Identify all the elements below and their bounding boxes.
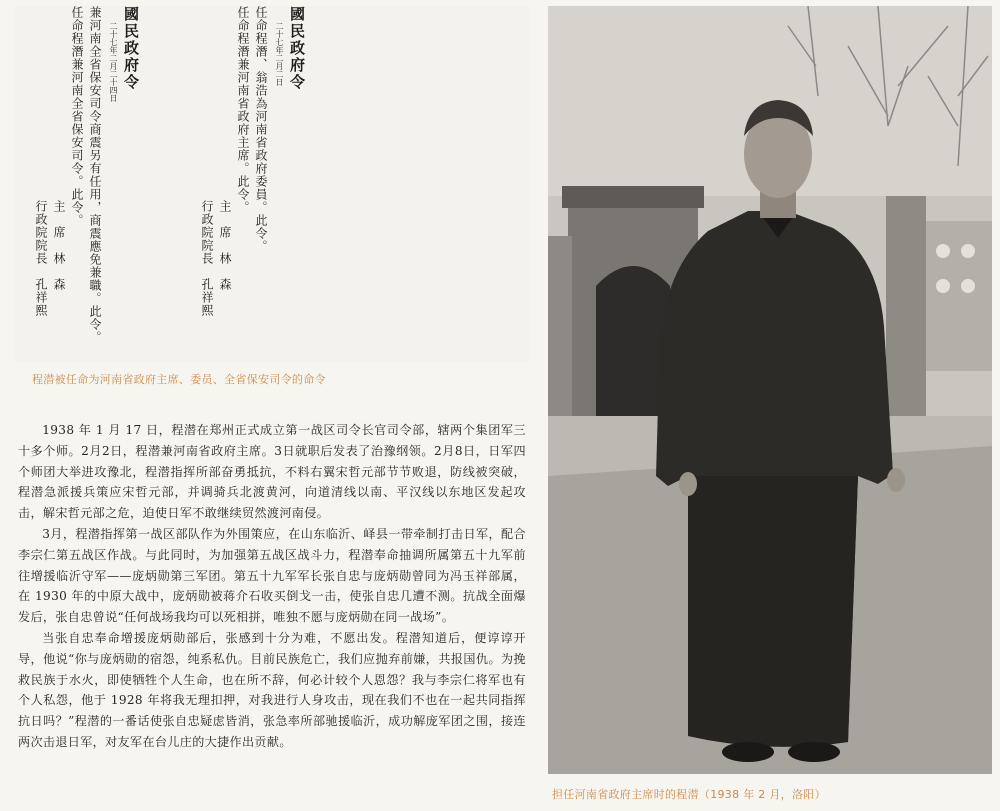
decree-signature: 主 席 林 森 (52, 200, 66, 291)
decree-caption: 程潜被任命为河南省政府主席、委员、全省保安司令的命令 (32, 373, 326, 386)
portrait-illustration (548, 6, 992, 774)
decree-heading: 國民政府令 (122, 6, 140, 91)
photo-caption: 担任河南省政府主席时的程潜（1938 年 2 月，洛阳） (552, 788, 826, 801)
decree-signature: 行政院院長 孔祥熙 (200, 200, 214, 317)
paragraph: 1938 年 1 月 17 日，程潜在郑州正式成立第一战区司令长官司令部，辖两个集团军三十多个师。2月2日，程潜兼河南省政府主席。3日就职后发表了治豫纲领。2月8日，日军四个师团大举进攻豫北，程潜指挥所部奋勇抵抗，不料右翼宋哲元部节节败退，防线被突破，程潜急派援兵策应宋哲元部，并调骑兵北渡黄河，向道清线以南、平汉线以东地区发起攻击，解宋哲元部之危，迫使日军不敢继续贸然渡河南侵。 (18, 423, 526, 521)
decree-feb-24 (34, 6, 138, 358)
portrait-photo (548, 6, 992, 774)
article-body (18, 420, 526, 753)
decree-heading: 國民政府令 (288, 6, 306, 91)
decree-scans (14, 6, 530, 362)
decree-feb-2 (200, 6, 304, 358)
paragraph: 当张自忠奉命增援庞炳勋部后，张感到十分为难，不愿出发。程潜知道后，便谆谆开导，他说“你与庞炳勋的宿怨，纯系私仇。目前民族危亡，我们应抛弃前嫌，共报国仇。为挽救民族于水火，即使牺牲个人生命，也在所不辞，何必计较个人恩怨？我与李宗仁将军也有个人私怨，他于 1928 年将我无理扣押，对我进行人身攻击，现在我们不也在一起共同指挥抗日吗？”程潜的一番话使张自忠疑虑皆消，张急率所部驰援临沂，成功解庞军团之围，接连两次击退日军，对友军在台儿庄的大捷作出贡献。 (18, 630, 526, 749)
decree-date: 二十七年二月二日 (275, 22, 284, 86)
decree-line: 任命程潛兼河南省政府主席。此令。 (236, 6, 250, 214)
decree-signature: 行政院院長 孔祥熙 (34, 200, 48, 317)
decree-line: 任命程潛兼河南全省保安司令。此令。 (70, 6, 84, 227)
paragraph: 3月，程潜指挥第一战区部队作为外围策应，在山东临沂、峄县一带牵制打击日军，配合李宗仁第五战区作战。与此同时，为加强第五战区战斗力，程潜奉命抽调所属第五十九军前往增援临沂守军——庞炳勋第三军团。第五十九军军长张自忠与庞炳勋曾同为冯玉祥部属，在 1930 年的中原大战中，庞炳勋被蒋介石收买倒戈一击，使张自忠几遭不测。抗战全面爆发后，张自忠曾说“任何战场我均可以死相拼，唯独不愿与庞炳勋在同一战场”。 (18, 526, 526, 625)
decree-line: 兼河南全省保安司令商震另有任用，商震應免兼職。此令。 (88, 6, 102, 344)
decree-date: 二十七年二月二十四日 (109, 22, 118, 102)
decree-signature: 主 席 林 森 (218, 200, 232, 291)
decree-line: 任命程潛、翁浩為河南省政府委員。此令。 (254, 6, 268, 253)
